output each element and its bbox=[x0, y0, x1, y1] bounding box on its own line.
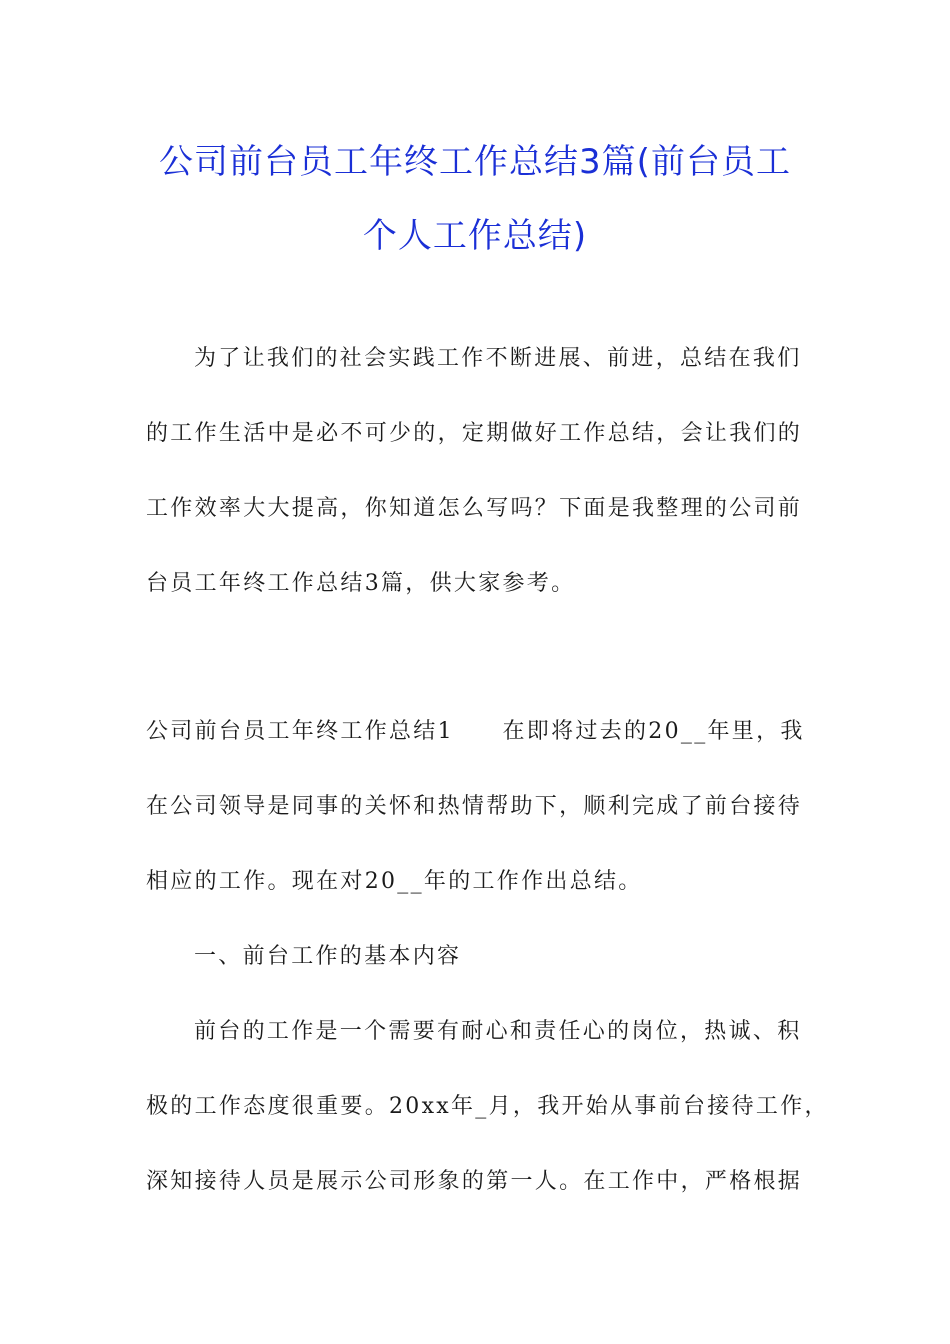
body-line: 相应的工作。现在对20__年的工作作出总结。 bbox=[146, 869, 643, 894]
body-line: 极的工作态度很重要。20xx年_月，我开始从事前台接待工作， bbox=[146, 1094, 829, 1119]
section-heading-line: 公司前台员工年终工作总结1 在即将过去的20__年里，我 bbox=[146, 719, 805, 744]
body-line: 台员工年终工作总结3篇，供大家参考。 bbox=[146, 571, 576, 596]
body-line: 工作效率大大提高，你知道怎么写吗？下面是我整理的公司前 bbox=[146, 496, 803, 521]
document-title-line-1: 公司前台员工年终工作总结3篇(前台员工 bbox=[159, 142, 791, 182]
document-title-line-2: 个人工作总结) bbox=[362, 216, 588, 256]
body-line: 前台的工作是一个需要有耐心和责任心的岗位，热诚、积 bbox=[194, 1019, 802, 1044]
body-line: 在公司领导是同事的关怀和热情帮助下，顺利完成了前台接待 bbox=[146, 794, 803, 819]
subheading-line: 一、前台工作的基本内容 bbox=[194, 944, 462, 969]
body-line: 为了让我们的社会实践工作不断进展、前进，总结在我们 bbox=[194, 346, 802, 371]
body-line: 的工作生活中是必不可少的，定期做好工作总结，会让我们的 bbox=[146, 421, 803, 446]
body-line: 深知接待人员是展示公司形象的第一人。在工作中，严格根据 bbox=[146, 1169, 803, 1194]
